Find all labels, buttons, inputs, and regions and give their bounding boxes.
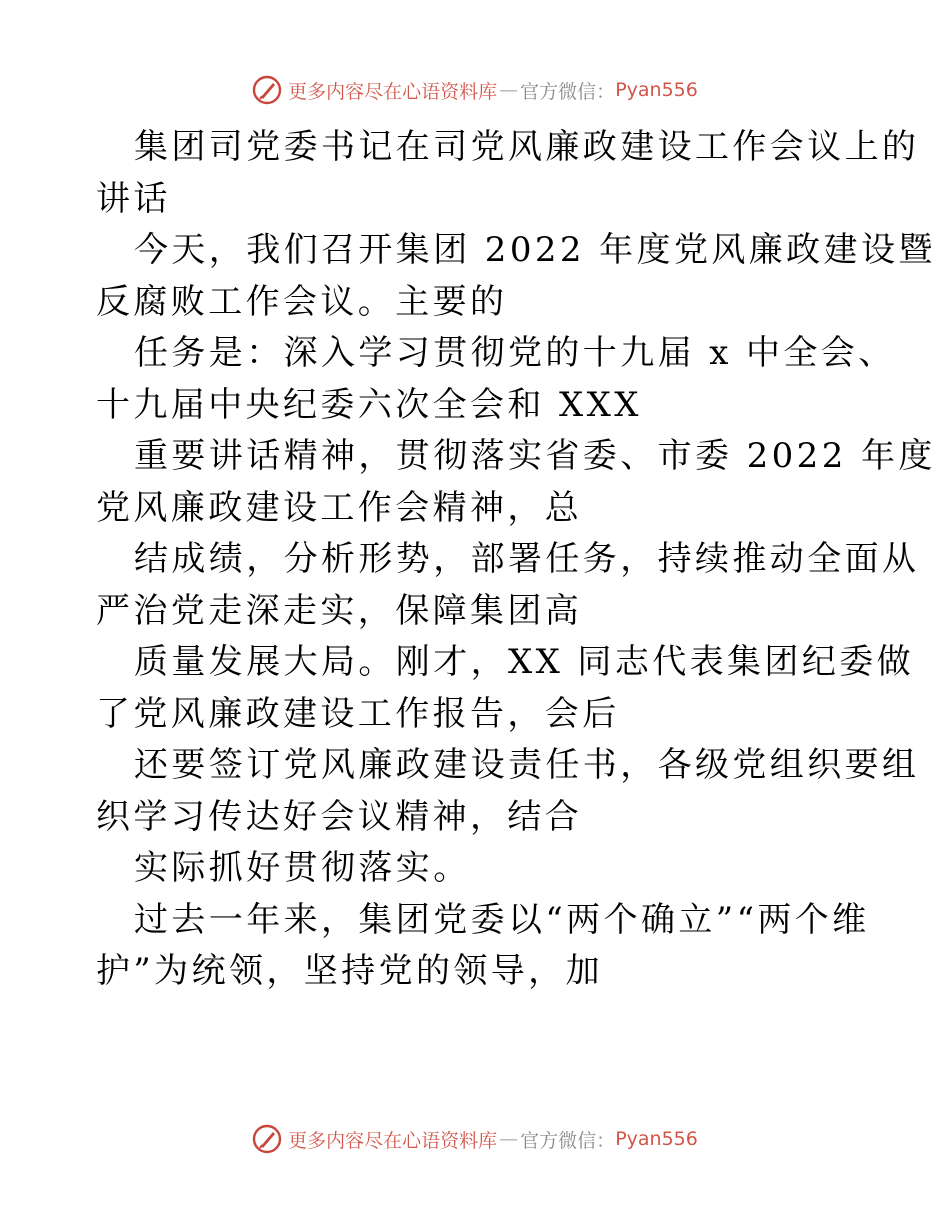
banner-wechat-label: 官方微信：: [520, 1129, 616, 1152]
header-watermark-banner: [0, 68, 950, 112]
paragraph: [96, 328, 896, 431]
paragraph: [96, 122, 920, 225]
banner-main-text: 更多内容尽在心语资料库: [288, 80, 498, 103]
paragraph: [96, 843, 856, 895]
text-line: 过去一年来，集团党委以“两个确立”“两个维: [134, 899, 870, 940]
text-line: 还要签订党风廉政建设责任书，各级党组织要组: [134, 745, 920, 785]
text-line: 护”为统领，坚持党的领导，加: [96, 951, 603, 991]
text-line: 重要讲话精神，贯彻落实省委、市委 2022 年度: [134, 436, 936, 476]
paragraph: [96, 637, 915, 740]
paragraph: [96, 534, 920, 637]
text-line: 实际抓好贯彻落实。: [134, 848, 471, 888]
banner-account: Pyan556: [615, 1128, 698, 1150]
text-line: 严治党走深走实，保障集团高: [96, 590, 583, 631]
text-line: 了党风廉政建设工作报告，会后: [96, 693, 620, 734]
text-line: 反腐败工作会议。主要的: [96, 281, 508, 322]
paragraph: [96, 895, 870, 998]
text-line: 集团司党委书记在司党风廉政建设工作会议上的: [134, 127, 920, 167]
text-line: 今天，我们召开集团 2022 年度党风廉政建设暨: [134, 230, 936, 270]
text-line: 十九届中央纪委六次全会和 XXX: [96, 384, 642, 425]
banner-main-text: 更多内容尽在心语资料库: [288, 1129, 498, 1152]
text-line: 党风廉政建设工作会精神，总: [96, 487, 583, 528]
text-line: 任务是：深入学习贯彻党的十九届 x 中全会、: [134, 333, 896, 373]
banner-wechat-label: 官方微信：: [520, 80, 616, 103]
feather-pen-logo-icon: [252, 75, 282, 105]
paragraph: [96, 740, 920, 843]
footer-watermark-banner: [0, 1117, 950, 1161]
text-line: 结成绩，分析形势，部署任务，持续推动全面从: [134, 539, 920, 579]
paragraph: [96, 225, 936, 328]
banner-separator: —: [499, 79, 519, 101]
banner-separator: —: [499, 1128, 519, 1150]
text-line: 讲话: [96, 178, 171, 219]
feather-pen-logo-icon: [252, 1124, 282, 1154]
text-line: 质量发展大局。刚才，XX 同志代表集团纪委做: [134, 642, 915, 682]
document-body: [96, 122, 936, 998]
paragraph: [96, 431, 936, 534]
text-line: 织学习传达好会议精神，结合: [96, 796, 583, 837]
banner-account: Pyan556: [615, 79, 698, 101]
